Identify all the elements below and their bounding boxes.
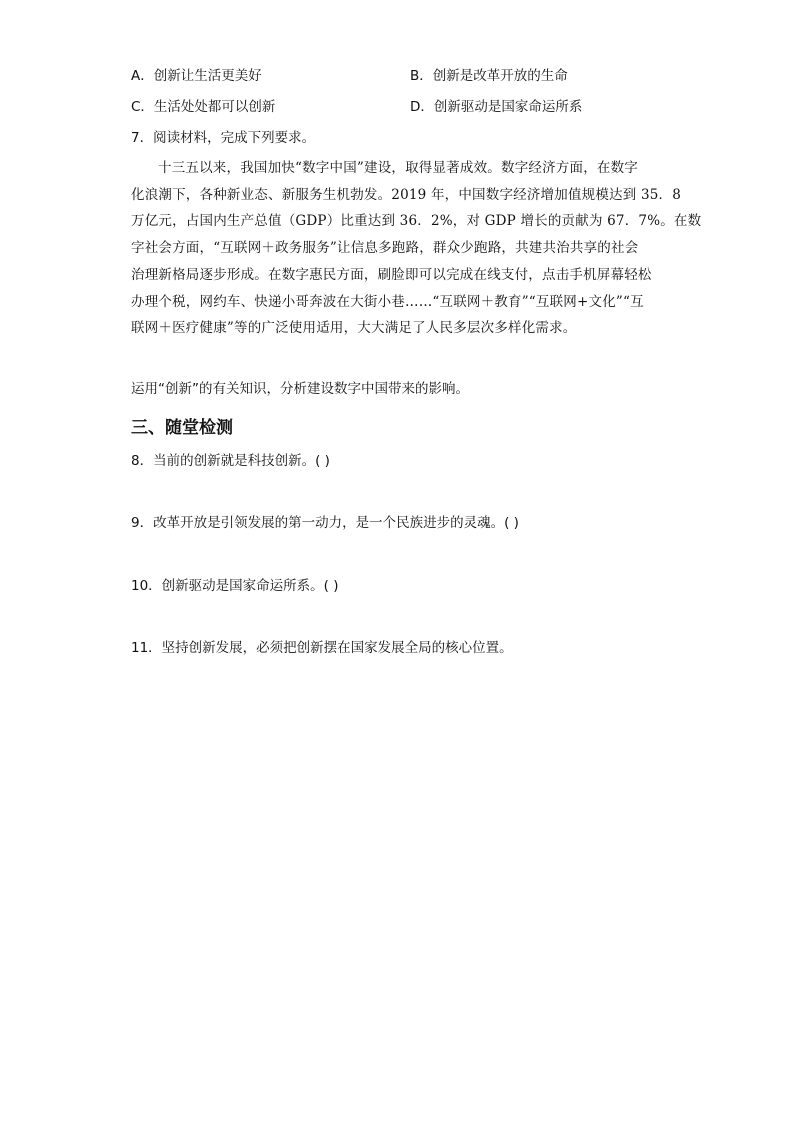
option-b: B．创新是改革开放的生命 [410, 68, 568, 84]
material-line: 字社会方面，“互联网＋政务服务”让信息多跑路，群众少跑路，共建共治共享的社会 [131, 240, 639, 257]
material-line: 联网＋医疗健康”等的广泛使用适用，大大满足了人民多层次多样化需求。 [131, 320, 577, 337]
material-line: 十三五以来，我国加快“数字中国”建设，取得显著成效。数字经济方面，在数字 [158, 160, 639, 176]
question-10: 10．创新驱动是国家命运所系。( ) [131, 578, 339, 594]
material-line: 化浪潮下，各种新业态、新服务生机勃发。2019 年，中国数字经济增加值规模达到 35．8 [131, 186, 682, 203]
question-11: 11．坚持创新发展，必须把创新摆在国家发展全局的核心位置。 [131, 640, 513, 656]
material-line: 万亿元，占国内生产总值（GDP）比重达到 36．2%，对 GDP 增长的贡献为 67．7%。在数 [131, 213, 702, 230]
option-c: C．生活处处都可以创新 [131, 99, 276, 115]
question-7-task: 运用“创新”的有关知识，分析建设数字中国带来的影响。 [131, 381, 469, 397]
question-8: 8．当前的创新就是科技创新。( ) [131, 453, 330, 469]
option-d: D．创新驱动是国家命运所系 [410, 99, 583, 115]
material-line: 办理个税，网约车、快递小哥奔波在大街小巷……“互联网＋教育”“互联网+文化”“互 [131, 293, 644, 310]
option-a: A．创新让生活更美好 [131, 68, 262, 84]
question-7-prompt: 7．阅读材料，完成下列要求。 [131, 130, 316, 146]
question-7-material [131, 155, 702, 342]
material-line: 治理新格局逐步形成。在数字惠民方面，刷脸即可以完成在线支付，点击手机屏幕轻松 [131, 266, 652, 283]
section-heading: 三、随堂检测 [131, 418, 233, 438]
question-9: 9．改革开放是引领发展的第一动力，是一个民族进步的灵魂。( ) [131, 515, 519, 531]
